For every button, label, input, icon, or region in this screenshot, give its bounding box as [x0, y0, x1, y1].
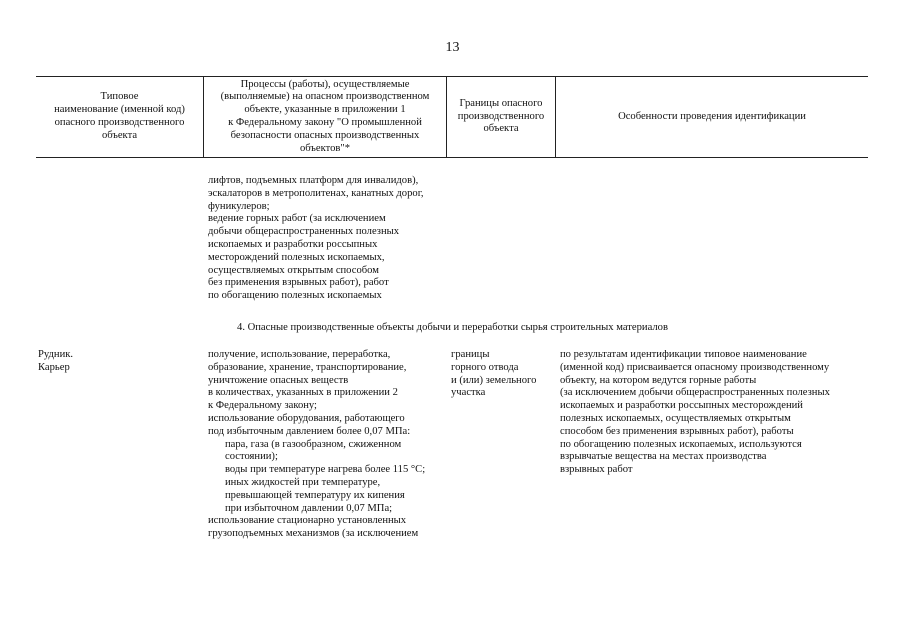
header-line: безопасности опасных производственных [230, 129, 420, 141]
text-line: добычи общераспространенных полезных [208, 226, 400, 238]
text-line: использование стационарно установленных [208, 515, 407, 527]
text-line: осуществляемых открытым способом [208, 264, 379, 276]
text-line: ископаемых и разработки россыпных месторождений [560, 400, 803, 412]
text-line: воды при температуре нагрева более 115 °С; [225, 464, 426, 476]
text-line: ведение горных работ (за исключением [208, 213, 386, 225]
text-line: (за исключением добычи общераспространенных полезных [560, 387, 830, 399]
header-line: Процессы (работы), осуществляемые [240, 78, 410, 90]
continued-processes-text [208, 175, 424, 303]
text-line: полезных ископаемых, осуществляемых открытым [560, 412, 791, 424]
text-line: использование оборудования, работающего [208, 412, 405, 424]
text-line: по результатам идентификации типовое наименование [560, 349, 807, 360]
header-line: опасного производственного [54, 117, 185, 128]
text-line: Карьер [38, 361, 70, 373]
text-line: по обогащению полезных ископаемых [208, 290, 382, 302]
header-line: наименование (именной код) [54, 104, 185, 116]
text-line: без применения взрывных работ), работ [208, 277, 389, 289]
text-line: превышающей температуру их кипения [225, 489, 405, 501]
text-line: Рудник. [38, 349, 74, 360]
text-line: (именной код) присваивается опасному производственному [560, 361, 830, 373]
header-line: объектов"* [299, 142, 350, 154]
header-line: Границы опасного [459, 97, 543, 109]
section-heading: 4. Опасные производственные объекты добычи и переработки сырья строительных материалов [237, 322, 668, 333]
header-line: к Федеральному закону "О промышленной [228, 117, 422, 128]
header-line: объекта [483, 123, 519, 135]
header-line: объекте, указанные в приложении 1 [244, 104, 406, 116]
header-line: Особенности проведения идентификации [618, 110, 806, 122]
text-line: месторождений полезных ископаемых, [208, 251, 385, 263]
text-line: при избыточном давлении 0,07 МПа; [225, 502, 393, 514]
text-line: взрывчатые вещества на местах производства [560, 451, 767, 463]
row-processes [208, 349, 425, 541]
text-line: эскалаторов в метрополитенах, канатных дорог, [208, 187, 424, 199]
text-line: лифтов, подъемных платформ для инвалидов), [208, 175, 419, 186]
text-line: грузоподъемных механизмов (за исключением [208, 528, 419, 540]
header-col-identification [556, 77, 868, 157]
row-object-name [38, 349, 73, 375]
text-line: способом без применения взрывных работ), работы [560, 425, 794, 437]
text-line: к Федеральному закону; [208, 400, 318, 412]
header-bottom-rule [36, 157, 868, 158]
header-line: (выполняемые) на опасном производственном [220, 91, 430, 103]
text-line: взрывных работ [560, 464, 633, 476]
header-line: Типовое [100, 91, 139, 103]
text-line: под избыточным давлением более 0,07 МПа: [208, 425, 411, 437]
text-line: по обогащению полезных ископаемых, используются [560, 438, 802, 450]
text-line: в количествах, указанных в приложении 2 [208, 387, 398, 399]
text-line: участка [451, 387, 486, 399]
text-line: состоянии); [225, 451, 278, 463]
header-line: объекта [101, 129, 138, 141]
header-line: производственного [457, 110, 545, 122]
text-line: пара, газа (в газообразном, сжиженном [225, 438, 402, 450]
text-line: получение, использование, переработка, [208, 349, 391, 360]
text-line: и (или) земельного [451, 374, 537, 386]
row-identification [560, 349, 830, 477]
text-line: уничтожение опасных веществ [208, 374, 349, 386]
text-line: образование, хранение, транспортирование, [208, 361, 407, 373]
text-line: объекту, на котором ведутся горные работы [560, 374, 757, 386]
text-line: иных жидкостей при температуре, [225, 476, 381, 488]
text-line: ископаемых и разработки россыпных [208, 238, 378, 250]
header-col-object-name [36, 77, 203, 157]
header-col-processes [204, 77, 446, 157]
text-line: границы [451, 349, 490, 360]
text-line: фуникулеров; [208, 200, 270, 212]
header-col-boundaries [447, 77, 555, 157]
page-number: 13 [445, 40, 460, 55]
row-boundaries [451, 349, 536, 400]
text-line: горного отвода [451, 361, 519, 373]
